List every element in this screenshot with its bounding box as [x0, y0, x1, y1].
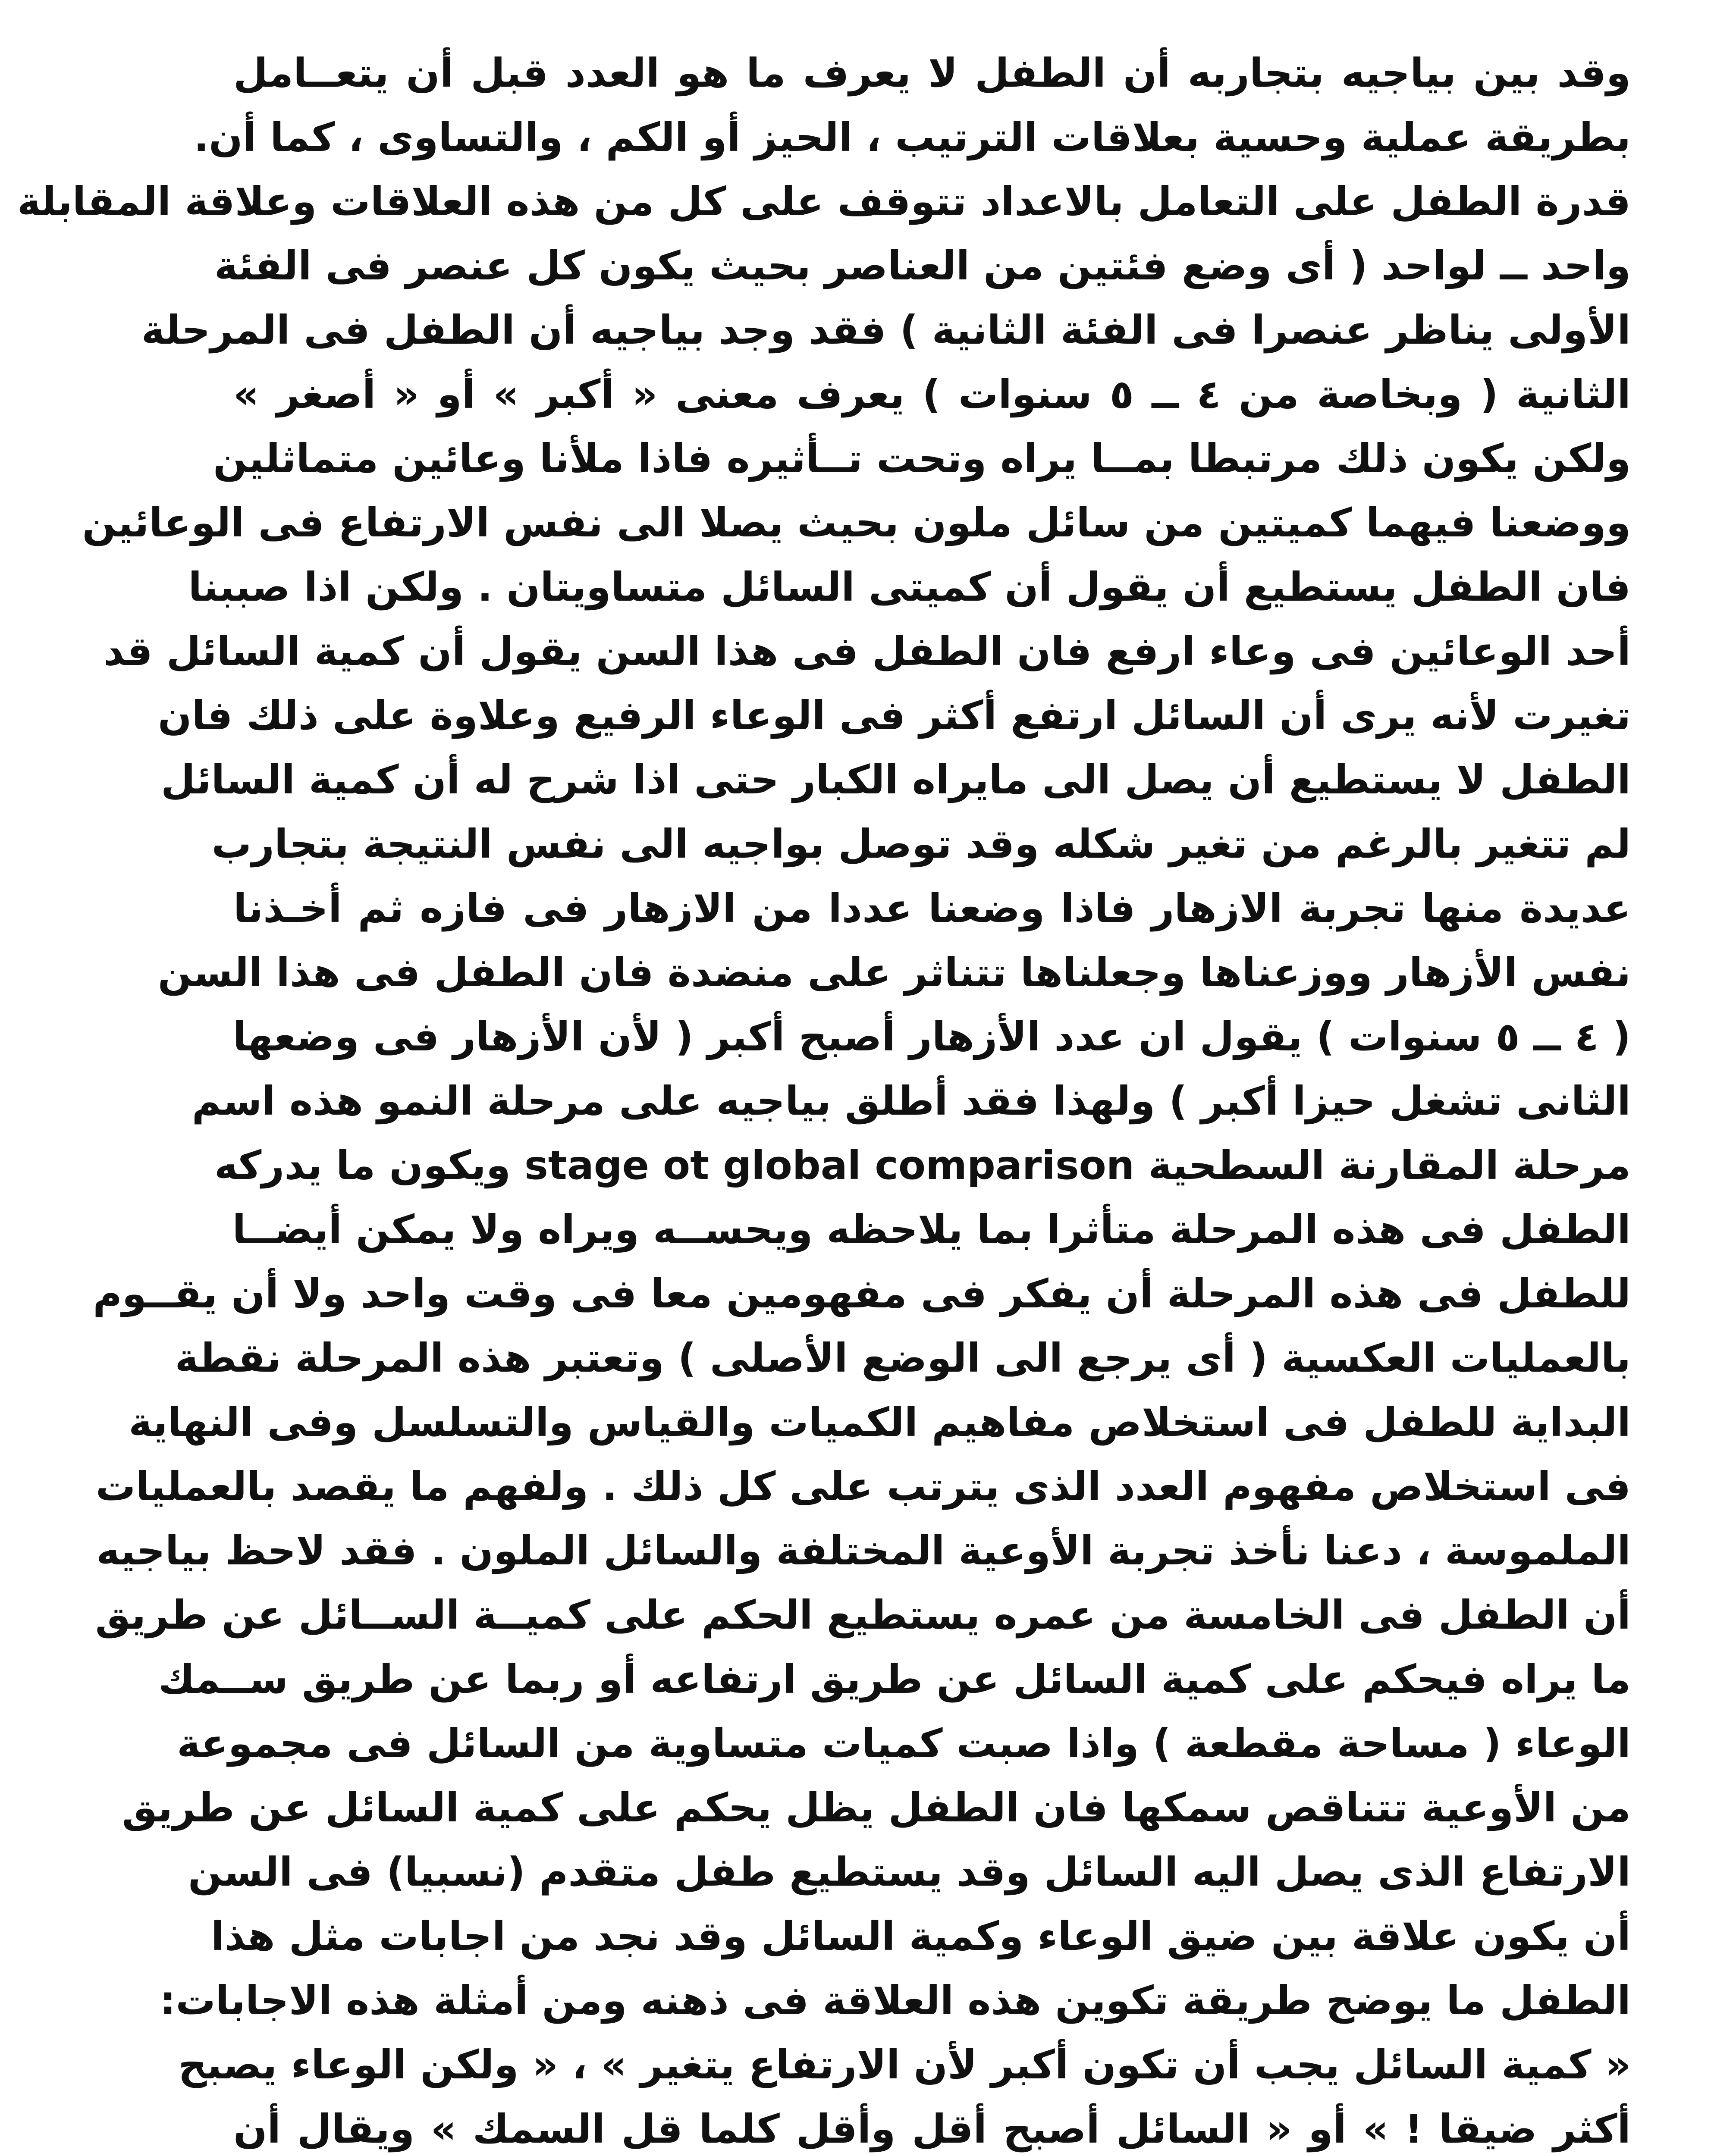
text-line: أن الطفل فى الخامسة من عمره يستطيع الحكم على كميــة الســائل عن طريق [95, 1592, 1631, 1638]
text-line: قدرة الطفل على التعامل بالاعداد تتوقف على كل من هذه العلاقات وعلاقة المقابلة [17, 179, 1631, 225]
text-line: نفس الأزهار ووزعناها وجعلناها تتناثر على منضدة فان الطفل فى هذا السن [157, 950, 1631, 996]
text-line: مرحلة المقارنة السطحية stage ot global comparison ويكون ما يدركه [214, 1142, 1631, 1188]
text-line: واحد ــ لواحد ( أى وضع فئتين من العناصر بحيث يكون كل عنصر فى الفئة [214, 243, 1631, 289]
body-text [17, 41, 1631, 2156]
text-line: عديدة منها تجربة الازهار فاذا وضعنا عددا من الازهار فى فازه ثم أخـذنا [233, 885, 1631, 931]
text-line: أحد الوعائين فى وعاء ارفع فان الطفل فى هذا السن يقول أن كمية السائل قد [104, 628, 1631, 674]
text-line: فى استخلاص مفهوم العدد الذى يترتب على كل ذلك . ولفهم ما يقصد بالعمليات [95, 1463, 1631, 1510]
text-line: ولكن يكون ذلك مرتبطا بمــا يراه وتحت تــأثيره فاذا ملأنا وعائين متماثلين [213, 436, 1631, 482]
text-line: أكثر ضيقا ! » أو « السائل أصبح أقل وأقل كلما قل السمك » ويقال أن [233, 2106, 1631, 2152]
text-line: وقد بين بياجيه بتجاربه أن الطفل لا يعرف ما هو العدد قبل أن يتعــامل [233, 50, 1631, 96]
text-line: ( ٤ ــ ٥ سنوات ) يقول ان عدد الأزهار أصبح أكبر ( لأن الأزهار فى وضعها [232, 1014, 1631, 1060]
text-line: الملموسة ، دعنا نأخذ تجربة الأوعية المختلفة والسائل الملون . فقد لاحظ بياجيه [96, 1528, 1631, 1574]
book-page [17, 41, 1631, 2156]
text-line: تغيرت لأنه يرى أن السائل ارتفع أكثر فى الوعاء الرفيع وعلاوة على ذلك فان [158, 693, 1631, 739]
text-line: بالعمليات العكسية ( أى يرجع الى الوضع الأصلى ) وتعتبر هذه المرحلة نقطة [175, 1335, 1631, 1381]
text-line: بطريقة عملية وحسية بعلاقات الترتيب ، الحيز أو الكم ، والتساوى ، كما أن. [194, 114, 1631, 160]
text-line: الطفل فى هذه المرحلة متأثرا بما يلاحظه ويحســه ويراه ولا يمكن أيضــا [232, 1206, 1631, 1253]
text-line: الثانى تشغل حيزا أكبر ) ولهذا فقد أطلق بياجيه على مرحلة النمو هذه اسم [191, 1078, 1631, 1124]
text-line: الطفل لا يستطيع أن يصل الى مايراه الكبار حتى اذا شرح له أن كمية السائل [160, 757, 1631, 803]
text-line: من الأوعية تتناقص سمكها فان الطفل يظل يحكم على كمية السائل عن طريق [122, 1785, 1631, 1831]
text-line: لم تتغير بالرغم من تغير شكله وقد توصل بواجيه الى نفس النتيجة بتجارب [211, 821, 1631, 867]
text-line: الوعاء ( مساحة مقطعة ) واذا صبت كميات متساوية من السائل فى مجموعة [177, 1720, 1631, 1767]
text-line: الارتفاع الذى يصل اليه السائل وقد يستطيع طفل متقدم (نسبيا) فى السن [188, 1849, 1631, 1895]
text-line: الأولى يناظر عنصرا فى الفئة الثانية ) فقد وجد بياجيه أن الطفل فى المرحلة [141, 307, 1631, 353]
text-line: الثانية ( وبخاصة من ٤ ــ ٥ سنوات ) يعرف معنى « أكبر » أو « أصغر » [233, 371, 1631, 417]
text-line: الطفل ما يوضح طريقة تكوين هذه العلاقة فى ذهنه ومن أمثلة هذه الاجابات: [160, 1977, 1631, 2024]
text-line: ووضعنا فيهما كميتين من سائل ملون بحيث يصلا الى نفس الارتفاع فى الوعائين [82, 500, 1631, 546]
text-line: « كمية السائل يجب أن تكون أكبر لأن الارتفاع يتغير » ، « ولكن الوعاء يصبح [178, 2042, 1631, 2088]
text-line: للطفل فى هذه المرحلة أن يفكر فى مفهومين معا فى وقت واحد ولا أن يقــوم [93, 1271, 1631, 1317]
text-line: أن يكون علاقة بين ضيق الوعاء وكمية السائل وقد نجد من اجابات مثل هذا [211, 1913, 1631, 1959]
text-line: البداية للطفل فى استخلاص مفاهيم الكميات والقياس والتسلسل وفى النهاية [129, 1399, 1631, 1445]
text-line: ما يراه فيحكم على كمية السائل عن طريق ارتفاعه أو ربما عن طريق ســمك [158, 1656, 1631, 1702]
text-line: فان الطفل يستطيع أن يقول أن كميتى السائل متساويتان . ولكن اذا صببنا [188, 564, 1631, 610]
